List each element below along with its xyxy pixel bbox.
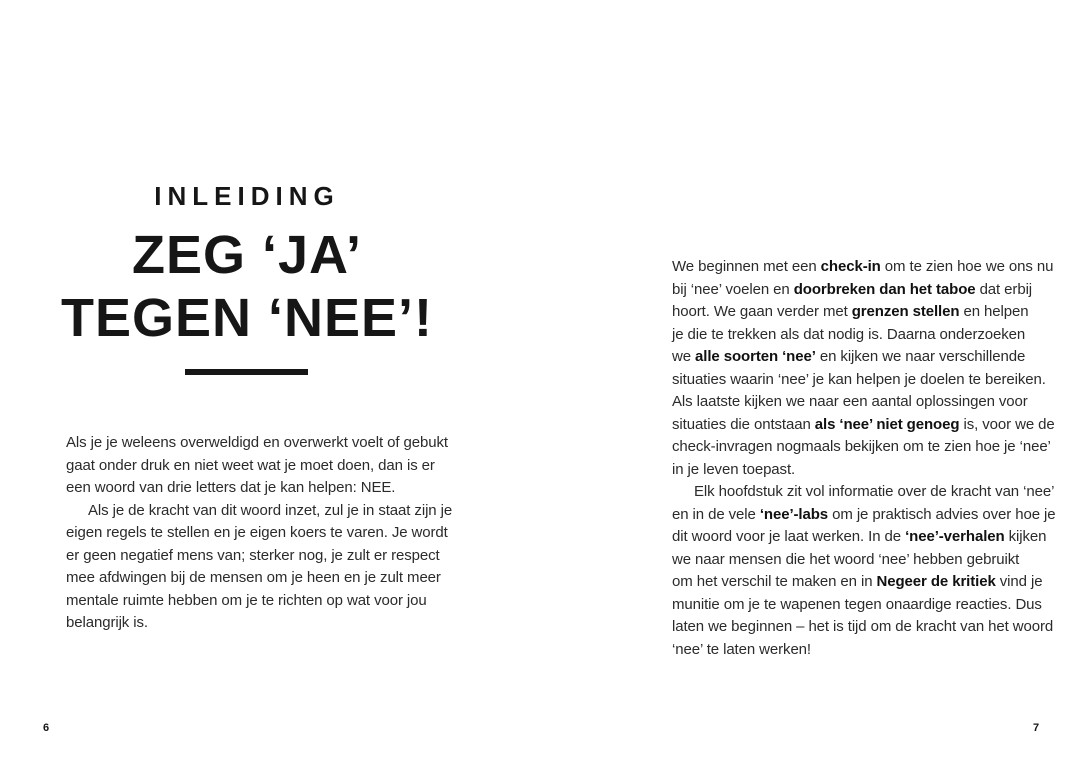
text-run: om je praktisch advies over hoe je — [828, 505, 1056, 523]
text-run: en helpen — [959, 303, 1029, 320]
text-line — [672, 481, 1055, 504]
text-run: er geen negatief mens van; sterker nog, je zult er respect — [66, 546, 440, 564]
text-run: we — [672, 348, 696, 365]
text-run: om te zien hoe we ons nu — [880, 258, 1054, 275]
text-line — [672, 279, 1032, 302]
page-number-right: 7 — [1033, 722, 1040, 734]
text-run: situaties waarin ‘nee’ je kan helpen je doelen te bereiken. — [672, 370, 1046, 388]
chapter-kicker: INLEIDING — [154, 181, 340, 211]
text-line — [672, 436, 1051, 459]
text-line — [672, 301, 1032, 324]
text-run: is, voor we de — [959, 415, 1055, 433]
text-run: We beginnen met een — [672, 258, 821, 275]
text-run: kijken — [1004, 528, 1047, 545]
text-run: je die te trekken als dat nodig is. Daarna onderzoeken — [672, 325, 1026, 343]
paragraph — [672, 256, 1055, 481]
text-run: we naar mensen die het woord ‘nee’ hebben gebruikt — [672, 550, 1020, 568]
chapter-title-line-1: ZEG ‘JA’ — [131, 225, 363, 285]
bold-text-run: ‘nee’-verhalen — [905, 528, 1005, 545]
bold-text-run: grenzen stellen — [851, 303, 960, 320]
text-run: gaat onder druk en niet weet wat je moet doen, dan is er — [66, 456, 435, 474]
text-run: en kijken we naar verschillende — [815, 348, 1026, 365]
bold-text-run: als ‘nee’ niet genoeg — [814, 415, 960, 433]
text-line — [672, 504, 1056, 527]
text-run: dit woord voor je laat werken. In de — [672, 528, 906, 545]
paragraph — [672, 481, 1056, 661]
text-run: ‘nee’ te laten werken! — [672, 640, 811, 658]
text-run: laten we beginnen – het is tijd om de kracht van het woord — [672, 618, 1054, 635]
text-run: mee afdwingen bij de mensen om je heen en je zult meer — [66, 569, 441, 586]
text-run: dat erbij — [975, 280, 1033, 298]
text-line — [672, 369, 1046, 392]
bold-text-run: ‘nee’-labs — [759, 505, 829, 523]
text-line — [672, 391, 1032, 414]
bold-text-run: Negeer de kritiek — [876, 573, 996, 590]
text-run: check-invragen nogmaals bekijken om te zien hoe je ‘nee’ — [672, 438, 1051, 455]
text-line — [672, 346, 1032, 369]
text-run: hoort. We gaan verder met — [672, 303, 852, 320]
text-run: vind je — [995, 573, 1043, 590]
text-line — [672, 459, 1032, 482]
text-run: mentale ruimte hebben om je te richten op wat voor jou — [66, 591, 427, 609]
text-run: Als laatste kijken we naar een aantal oplossingen voor — [672, 393, 1028, 410]
text-run: Als je je weleens overweldigd en overwerkt voelt of gebukt — [66, 434, 448, 451]
text-line — [672, 526, 1047, 549]
text-run: eigen regels te stellen en je eigen koers te varen. Je wordt — [66, 524, 448, 541]
text-line — [672, 324, 1032, 347]
text-run: een woord van drie letters dat je kan helpen: NEE. — [66, 479, 396, 496]
text-run: om het verschil te maken en in — [672, 573, 877, 590]
bold-text-run: doorbreken dan het taboe — [793, 280, 976, 298]
text-line — [672, 256, 1054, 279]
text-line — [672, 616, 1054, 639]
bold-text-run: check-in — [820, 258, 881, 275]
text-run: en in de vele — [672, 505, 760, 523]
text-line — [672, 639, 1032, 662]
text-run: Elk hoofdstuk zit vol informatie over de kracht van ‘nee’ — [694, 483, 1055, 500]
text-line — [672, 594, 1042, 617]
text-line — [672, 571, 1043, 594]
text-run: belangrijk is. — [66, 614, 148, 631]
text-run: bij ‘nee’ voelen en — [672, 280, 794, 298]
text-run: munitie om je te wapenen tegen onaardige reacties. Dus — [672, 595, 1042, 613]
text-line — [672, 414, 1055, 437]
chapter-title-line-2: TEGEN ‘NEE’! — [60, 288, 434, 348]
right-page-body-text — [672, 256, 1056, 661]
bold-text-run: alle soorten ‘nee’ — [695, 348, 816, 365]
text-run: Als je de kracht van dit woord inzet, zul je in staat zijn je — [88, 501, 453, 519]
page-number-left: 6 — [43, 722, 50, 734]
text-line — [672, 549, 1032, 572]
text-run: in je leven toepast. — [672, 460, 796, 478]
text-run: situaties die ontstaan — [672, 415, 815, 433]
